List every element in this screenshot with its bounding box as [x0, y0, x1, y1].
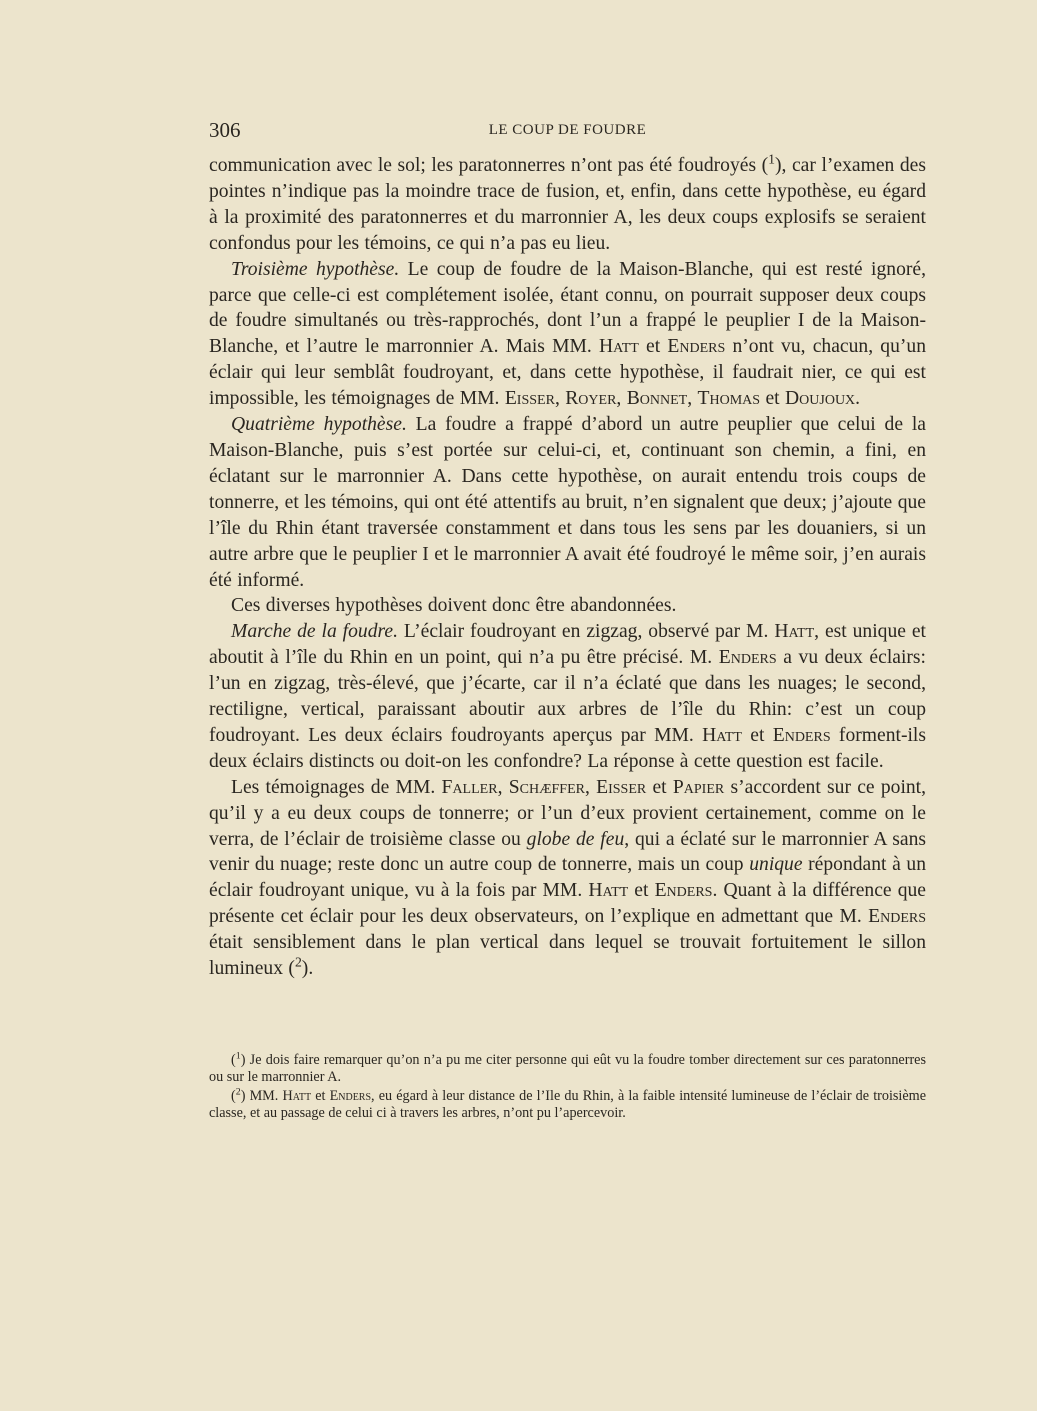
person-name: Eisser [596, 776, 647, 798]
paragraph-march-of-lightning: Marche de la foudre. L’éclair foudroyant en zigzag, observé par M. Hatt, est unique et aboutit à l’île du Rhin en un point, qui n’a pu être précisé. M. Enders a vu deux éclairs: l’un en zigzag, très-élevé, que j’écarte, car il n’a éclaté que dans les nuages; le second, rectiligne, vertical, paraissant aboutir aux arbres de l’île du Rhin: c’est un coup foudroyant. Les deux éclairs foudroyants aperçus par MM. Hatt et Enders forment-ils deux éclairs distincts ou doit-on les confondre? La réponse à cette question est facile. [209, 621, 927, 772]
footnote-1: ($^1$) Je dois faire remarquer qu’on n’a pu me citer personne qui eût vu la foudre tomber directement sur ces paratonnerres ou sur le marronnier A. [209, 1050, 926, 1086]
person-name: Enders [654, 880, 713, 902]
footnote-ref-2: 2 [294, 954, 302, 970]
person-name: Enders [718, 647, 777, 669]
paragraph-testimonies: Les témoignages de MM. Faller, Schæffer, Eisser et Papier s’accordent sur ce point, qu’il y a eu deux coups de tonnerre; or l’un d’eux provient certainement, comme on le verra, de l’éclair de troisième classe ou globe de feu, qui a éclaté sur le marronnier A sans venir du nuage; reste donc un autre coup de tonnerre, mais un coup unique répondant à un éclair foudroyant unique, vu à la fois par MM. Hatt et Enders. Quant à la différence que présente cet éclair pour les deux observateurs, on l’explique en admettant que M. Enders était sensiblement dans le plan vertical dans lequel se trouvait fortuitement le sillon lumineux ($^2$). [209, 776, 927, 980]
section-heading-fourth-hypothesis: Quatrième hypothèse. [231, 414, 407, 436]
section-heading-third-hypothesis: Troisième hypothèse. [231, 258, 400, 280]
paragraph-fourth-hypothesis: Quatrième hypothèse. La foudre a frappé d’abord un autre peuplier que celui de la Maison-Blanche, puis s’est portée sur celui-ci, et, continuant son chemin, a fini, en éclatant sur le marronnier A. Dans cette hypothèse, on aurait entendu trois coups de tonnerre, et les témoins, qui ont été attentifs au bruit, n’en signalent que deux; j’ajoute que l’île du Rhin étant traversée constamment et dans tous les sens par les douaniers, si un autre arbre que le peuplier I et le marronnier A avait été foudroyé le même soir, j’en aurais été informé. [209, 414, 926, 591]
person-name: Faller [441, 776, 498, 798]
person-name: Royer [565, 388, 617, 410]
person-name: Hatt [702, 724, 742, 746]
person-name: Eisser [504, 388, 555, 410]
italic-term: unique [749, 854, 803, 876]
person-name: Enders [868, 906, 926, 928]
person-name: Schæffer [508, 776, 585, 798]
section-heading-march-of-lightning: Marche de la foudre. [231, 621, 399, 643]
paragraph-conclusion: Ces diverses hypothèses doivent donc être abandonnées. [231, 595, 677, 617]
person-name: Hatt [282, 1087, 312, 1104]
person-name: Enders [329, 1087, 372, 1104]
main-text [209, 153, 926, 982]
footnotes [209, 1052, 926, 1124]
person-name: Enders [772, 724, 831, 746]
person-name: Hatt [599, 336, 639, 358]
page-header [209, 118, 926, 144]
footnote-ref-1: 1 [768, 151, 776, 167]
paragraph-third-hypothesis: Troisième hypothèse. Le coup de foudre de la Maison-Blanche, qui est resté ignoré, parce que celle-ci est complétement isolée, étant connu, on pourrait supposer deux coups de foudre simultanés ou très-rapprochés, dont l’un a frappé le peuplier I de la Maison-Blanche, et l’autre le marronnier A. Mais MM. Hatt et Enders n’ont vu, chacun, qu’un éclair qui leur semblât foudroyant, et, dans cette hypothèse, il faudrait nier, ce qui est impossible, les témoignages de MM. Eisser, Royer, Bonnet, Thomas et Doujoux. [209, 258, 926, 410]
italic-term: globe de feu [526, 828, 625, 850]
footnote-marker: 2 [235, 1086, 241, 1098]
paragraph-1: communication avec le sol; les paratonnerres n’ont pas été foudroyés ($^1$), car l’examen des pointes n’indique pas la moindre trace de fusion, et, enfin, dans cette hypothèse, eu égard à la proximité des paratonnerres et du marronnier A, les deux coups explosifs se seraient confondus pour les témoins, ce qui n’a pas eu lieu. [209, 151, 926, 254]
running-head: LE COUP DE FOUDRE [488, 122, 647, 138]
person-name: Hatt [588, 880, 629, 902]
person-name: Doujoux [785, 388, 856, 410]
person-name: Papier [672, 776, 725, 798]
footnote-marker: 1 [235, 1050, 241, 1062]
person-name: Bonnet [626, 388, 688, 410]
person-name: Enders [667, 336, 726, 358]
page-number: 306 [209, 118, 241, 142]
person-name: Thomas [697, 388, 761, 410]
person-name: Hatt [774, 621, 815, 643]
footnote-2: ($^2$) MM. Hatt et Enders, eu égard à leur distance de l’Ile du Rhin, à la faible intensité lumineuse de l’éclair de troisième classe, et au passage de celui ci à travers les arbres, n’ont pu l’apercevoir. [209, 1086, 926, 1122]
